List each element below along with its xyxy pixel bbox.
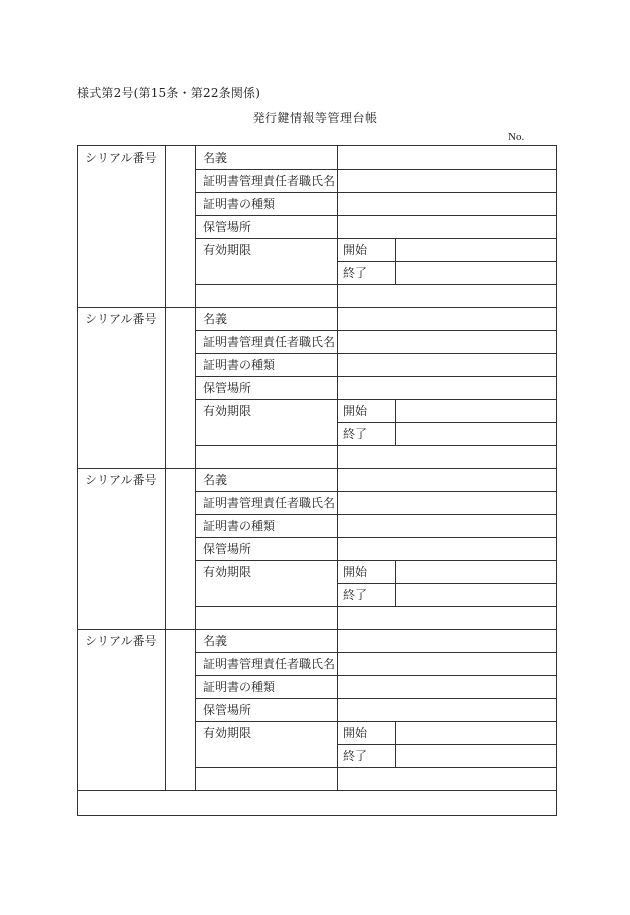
validity-period-label: 有効期限 (203, 404, 252, 418)
holder-name-field[interactable] (338, 630, 556, 652)
certificate-type-field[interactable] (338, 354, 556, 376)
validity-end-field[interactable] (396, 745, 556, 767)
certificate-type-label: 証明書の種類 (203, 358, 276, 372)
extra-value-field[interactable] (338, 607, 556, 629)
validity-period-label: 有効期限 (203, 565, 252, 579)
validity-end-label: 終了 (343, 427, 368, 441)
validity-start-label: 開始 (343, 404, 368, 418)
holder-name-label: 名義 (203, 634, 228, 648)
validity-end-field[interactable] (396, 584, 556, 606)
certificate-manager-name-field[interactable] (338, 492, 556, 514)
certificate-manager-name-label: 証明書管理責任者職氏名 (203, 174, 336, 188)
serial-number-label: シリアル番号 (85, 634, 157, 648)
storage-location-field[interactable] (338, 699, 556, 721)
item-column-divider (195, 146, 196, 307)
validity-end-label: 終了 (343, 266, 368, 280)
certificate-manager-name-label: 証明書管理責任者職氏名 (203, 496, 336, 510)
certificate-type-label: 証明書の種類 (203, 197, 276, 211)
storage-location-field[interactable] (338, 538, 556, 560)
certificate-manager-name-field[interactable] (338, 331, 556, 353)
certificate-type-label: 証明書の種類 (203, 519, 276, 533)
validity-start-field[interactable] (396, 722, 556, 744)
serial-number-label: シリアル番号 (85, 473, 157, 487)
extra-item-field[interactable] (196, 285, 337, 307)
extra-value-field[interactable] (338, 768, 556, 790)
certificate-type-field[interactable] (338, 515, 556, 537)
item-column-divider (195, 629, 196, 790)
serial-number-label: シリアル番号 (85, 151, 157, 165)
holder-name-field[interactable] (338, 469, 556, 491)
validity-start-label: 開始 (343, 726, 368, 740)
holder-name-label: 名義 (203, 473, 228, 487)
storage-location-label: 保管場所 (203, 703, 252, 717)
validity-start-label: 開始 (343, 243, 368, 257)
serial-number-field[interactable] (166, 469, 195, 628)
document-title: 発行鍵情報等管理台帳 (252, 111, 378, 125)
holder-name-field[interactable] (338, 308, 556, 330)
extra-item-field[interactable] (196, 768, 337, 790)
holder-name-label: 名義 (203, 151, 228, 165)
form-number-label: 様式第2号(第15条・第22条関係) (77, 86, 261, 100)
extra-value-field[interactable] (338, 446, 556, 468)
certificate-type-field[interactable] (338, 676, 556, 698)
validity-end-field[interactable] (396, 423, 556, 445)
validity-start-field[interactable] (396, 239, 556, 261)
certificate-type-label: 証明書の種類 (203, 680, 276, 694)
key-management-ledger-table (77, 145, 557, 816)
remarks-row-field[interactable] (79, 791, 555, 814)
validity-start-field[interactable] (396, 561, 556, 583)
item-column-divider (195, 307, 196, 468)
certificate-manager-name-field[interactable] (338, 653, 556, 675)
validity-period-label: 有効期限 (203, 726, 252, 740)
certificate-manager-name-label: 証明書管理責任者職氏名 (203, 335, 336, 349)
storage-location-field[interactable] (338, 216, 556, 238)
serial-number-label: シリアル番号 (85, 312, 157, 326)
serial-number-field[interactable] (166, 630, 195, 789)
validity-end-field[interactable] (396, 262, 556, 284)
validity-period-label: 有効期限 (203, 243, 252, 257)
validity-start-label: 開始 (343, 565, 368, 579)
storage-location-label: 保管場所 (203, 542, 252, 556)
certificate-type-field[interactable] (338, 193, 556, 215)
certificate-manager-name-field[interactable] (338, 170, 556, 192)
validity-start-field[interactable] (396, 400, 556, 422)
extra-item-field[interactable] (196, 607, 337, 629)
storage-location-label: 保管場所 (203, 220, 252, 234)
serial-number-field[interactable] (166, 308, 195, 467)
holder-name-field[interactable] (338, 147, 556, 169)
extra-value-field[interactable] (338, 285, 556, 307)
validity-end-label: 終了 (343, 588, 368, 602)
holder-name-label: 名義 (203, 312, 228, 326)
storage-location-field[interactable] (338, 377, 556, 399)
storage-location-label: 保管場所 (203, 381, 252, 395)
certificate-manager-name-label: 証明書管理責任者職氏名 (203, 657, 336, 671)
extra-item-field[interactable] (196, 446, 337, 468)
serial-number-field[interactable] (166, 147, 195, 306)
item-column-divider (195, 468, 196, 629)
validity-end-label: 終了 (343, 749, 368, 763)
document-number-label: No. (508, 131, 525, 143)
